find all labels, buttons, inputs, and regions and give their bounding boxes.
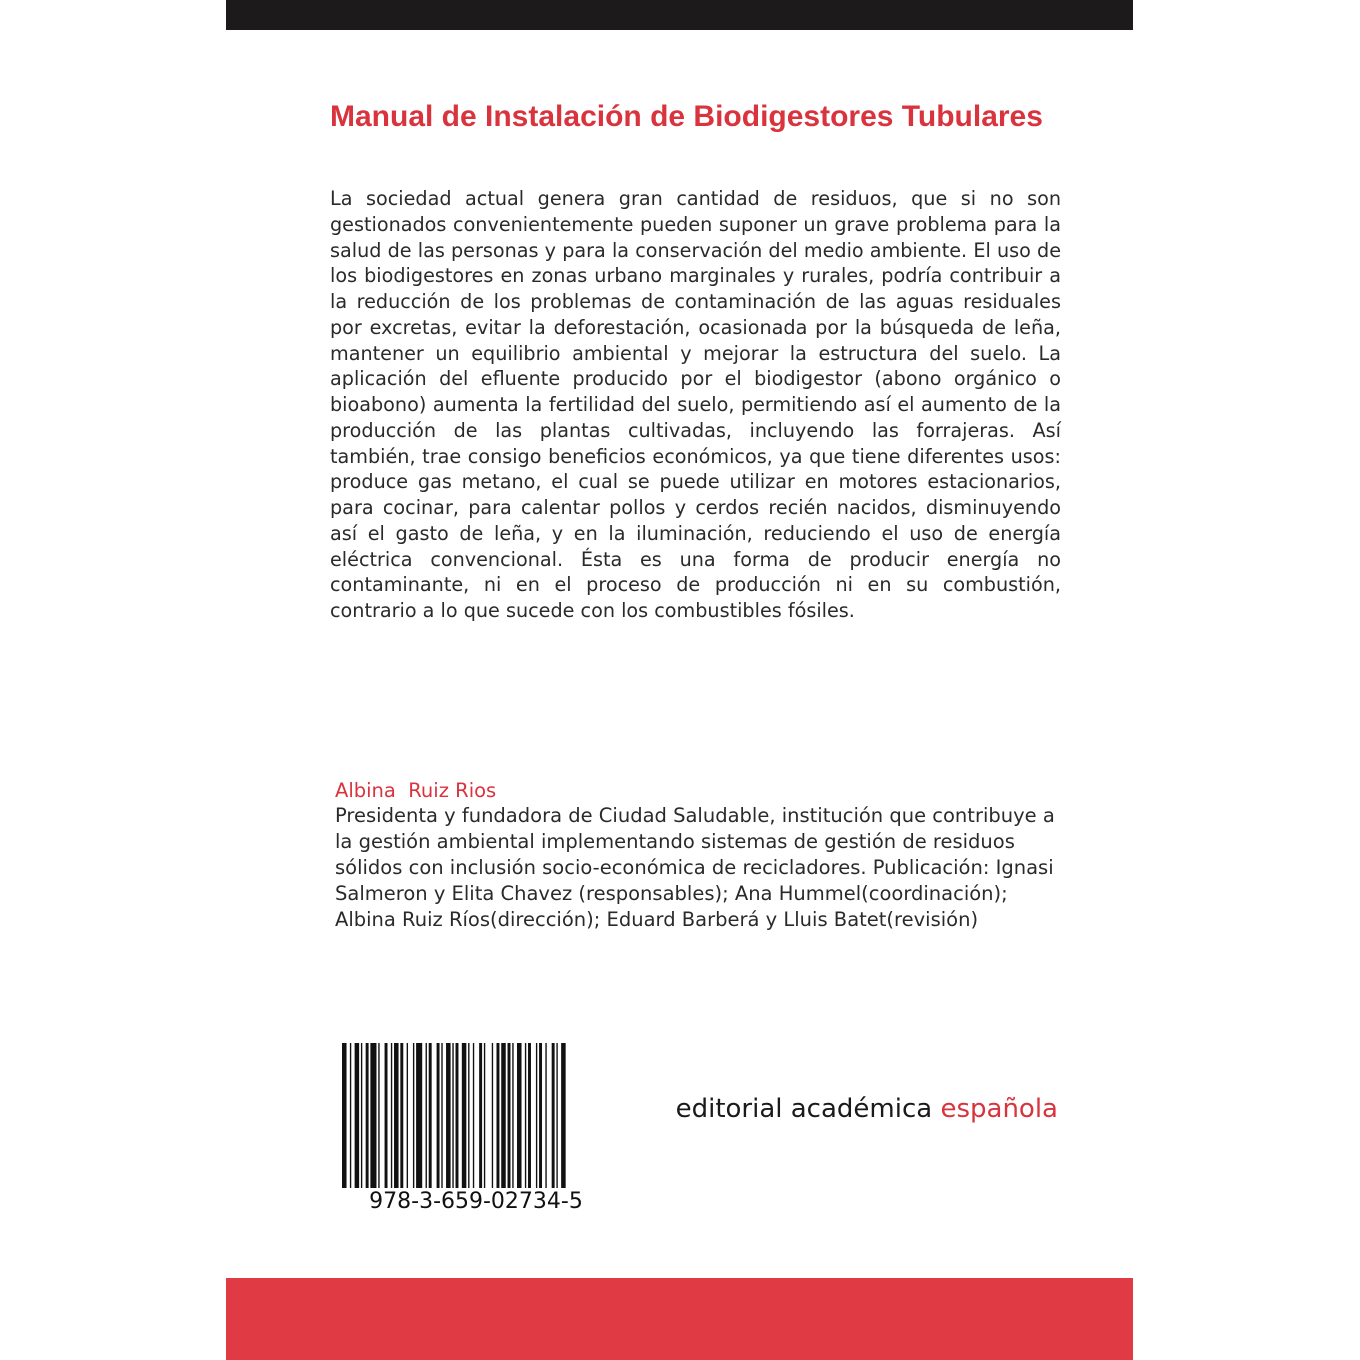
barcode-bar [391,1043,392,1188]
barcode-bar [378,1043,379,1188]
barcode-bar [400,1043,403,1188]
author-bio: Presidenta y fundadora de Ciudad Saludable, institución que contribuye a la gestión ambiental implementando sistemas de gestión de residuos sólidos con inclusión socio-económica de recicladores. Publicación: Ignasi Salmeron y Elita Chavez (responsables); Ana Hummel(coordinación); Albina Ruiz Ríos(dirección); Eduard Barberá y Lluis Batet(revisión) [335,804,1055,931]
barcode-bar [394,1043,399,1188]
isbn-number: 978-3-659-02734-5 [369,1189,583,1214]
barcode-bar [429,1043,432,1188]
barcode-bar [552,1043,555,1188]
barcode-bar [525,1043,526,1188]
barcode-bar [508,1043,511,1188]
top-band [226,0,1133,30]
barcode-bars [342,1043,610,1188]
barcode-bar [539,1043,542,1188]
barcode-bar [366,1043,369,1188]
barcode-bar [501,1043,506,1188]
author-name: Albina Ruiz Rios [335,779,497,802]
isbn-barcode [342,1043,610,1225]
barcode-bar [512,1043,513,1188]
barcode-bar [479,1043,482,1188]
barcode-bar [496,1043,499,1188]
book-blurb: La sociedad actual genera gran cantidad de residuos, que si no son gestionados convenientemente pueden suponer un grave problema para la salud de las personas y para la conservación del medio ambiente. El uso de los biodigestores en zonas urbano marginales y rurales, podría contribuir a la reducción de los problemas de contaminación de las aguas residuales por excretas, evitar la deforestación, ocasionada por la búsqueda de leña, mantener un equilibrio ambiental y mejorar la estructura del suelo. La aplicación del efluente producido por el biodigestor (abono orgánico o bioabono) aumenta la fertilidad del suelo, permitiendo así el aumento de la producción de las plantas cultivadas, incluyendo las forrajeras. Así también, trae consigo beneficios económicos, ya que tiene diferentes usos: produce gas metano, el cual se puede utilizar en motores estacionarios, para cocinar, para calentar pollos y cerdos recién nacidos, disminuyendo así el gasto de leña, y en la iluminación, reduciendo el uso de energía eléctrica convencional. Ésta es una forma de producir energía no contaminante, ni en el proceso de producción ni en su combustión, contrario a lo que sucede con los combustibles fósiles. [330,187,1061,622]
barcode-bar [407,1043,408,1188]
barcode-bar [385,1043,388,1188]
publisher-name-accent: española [940,1094,1058,1124]
barcode-bar [361,1043,362,1188]
barcode-bar [452,1043,453,1188]
barcode-bar [342,1043,347,1188]
barcode-bar [536,1043,537,1188]
barcode-bar [355,1043,360,1188]
bottom-band [226,1278,1133,1360]
barcode-bar [350,1043,351,1188]
barcode-bar [517,1043,522,1188]
barcode-bar [416,1043,422,1188]
barcode-bar [473,1043,474,1188]
barcode-bar [492,1043,493,1188]
book-title: Manual de Instalación de Biodigestores Tubulares [330,100,1043,133]
barcode-bar [462,1043,467,1188]
barcode-bar [413,1043,414,1188]
book-back-cover [226,0,1133,1360]
barcode-bar [556,1043,557,1188]
barcode-bar [484,1043,485,1188]
barcode-bar [545,1043,546,1188]
barcode-bar [437,1043,440,1188]
publisher-logo [662,1094,1058,1124]
barcode-bar [370,1043,376,1188]
publisher-name-main: editorial académica [675,1094,941,1124]
barcode-bar [468,1043,469,1188]
barcode-bar [456,1043,459,1188]
barcode-bar [441,1043,442,1188]
barcode-bar [561,1043,566,1188]
barcode-bar [426,1043,427,1188]
barcode-bar [528,1043,531,1188]
barcode-bar [446,1043,451,1188]
